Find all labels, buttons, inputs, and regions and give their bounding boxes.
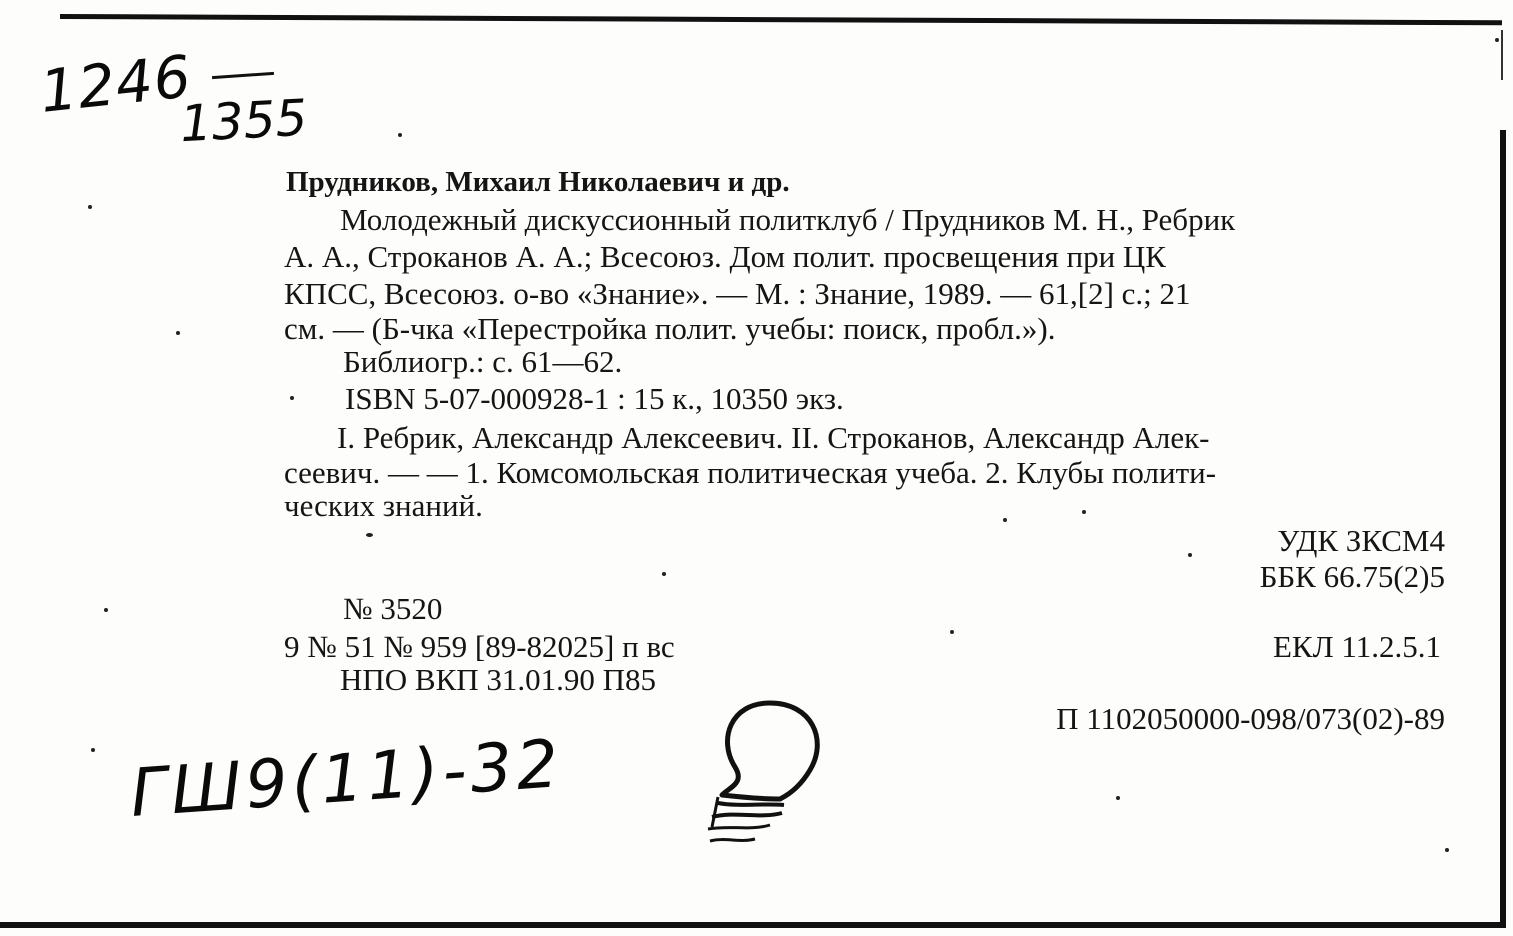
scan-speck — [176, 331, 180, 335]
scan-speck — [290, 396, 294, 400]
scan-speck — [398, 133, 402, 137]
publisher-code: П 1102050000-098/073(02)-89 — [1056, 701, 1445, 736]
udk-code: УДК ЗКСМ4 — [1277, 523, 1445, 558]
scan-speck — [1082, 510, 1086, 514]
subject-line-2: сеевич. — — 1. Комсомольская политическая учеба. 2. Клубы полити- — [284, 455, 1217, 490]
scan-speck — [1495, 38, 1499, 42]
scan-speck — [950, 630, 954, 634]
description-line-2: А. А., Строканов А. А.; Всесоюз. Дом полит. просвещения при ЦК — [284, 239, 1166, 274]
handwritten-fraction-bar — [212, 72, 274, 79]
author-heading: Прудников, Михаил Николаевич и др. — [286, 166, 790, 198]
description-line-4: см. — (Б-чка «Перестройка полит. учебы: поиск, пробл.»). — [284, 311, 1056, 346]
scan-speck — [1116, 796, 1120, 800]
subject-line-1: I. Ребрик, Александр Алексеевич. II. Строканов, Александр Алек- — [337, 420, 1210, 455]
description-line-1: Молодежный дискуссионный политклуб / Прудников М. Н., Ребрик — [340, 202, 1236, 237]
scan-speck — [366, 533, 373, 537]
handwritten-call-number: 1246 — [36, 42, 195, 126]
card-right-border-top — [1501, 30, 1503, 80]
scan-speck — [104, 608, 108, 612]
description-line-3: КПСС, Всесоюз. о-во «Знание». — М. : Знание, 1989. — 61,[2] с.; 21 — [284, 276, 1191, 311]
scan-speck — [1003, 518, 1007, 522]
card-top-border — [60, 14, 1502, 25]
ekl-code: ЕКЛ 11.2.5.1 — [1273, 629, 1441, 664]
card-bottom-border — [0, 922, 1506, 928]
bbk-code: ББК 66.75(2)5 — [1259, 559, 1445, 594]
handwritten-fraction: 1355 — [178, 88, 309, 154]
scan-speck — [88, 205, 92, 209]
scan-speck — [91, 748, 95, 752]
scan-speck — [1445, 848, 1449, 852]
scan-speck — [1188, 553, 1192, 557]
order-line: 9 № 51 № 959 [89-82025] п вс — [284, 629, 675, 664]
lightbulb-icon — [700, 695, 840, 865]
order-number: № 3520 — [343, 591, 443, 626]
card-right-border — [1500, 130, 1506, 926]
subject-line-3: ческих знаний. — [284, 488, 483, 523]
npo-line: НПО ВКП 31.01.90 П85 — [340, 662, 657, 697]
bibliography-note: Библиогр.: с. 61—62. — [343, 344, 623, 379]
scan-speck — [662, 572, 666, 576]
isbn-line: ISBN 5-07-000928-1 : 15 к., 10350 экз. — [345, 381, 844, 416]
handwritten-shelf-code: ГШ9(11)-32 — [127, 725, 565, 832]
